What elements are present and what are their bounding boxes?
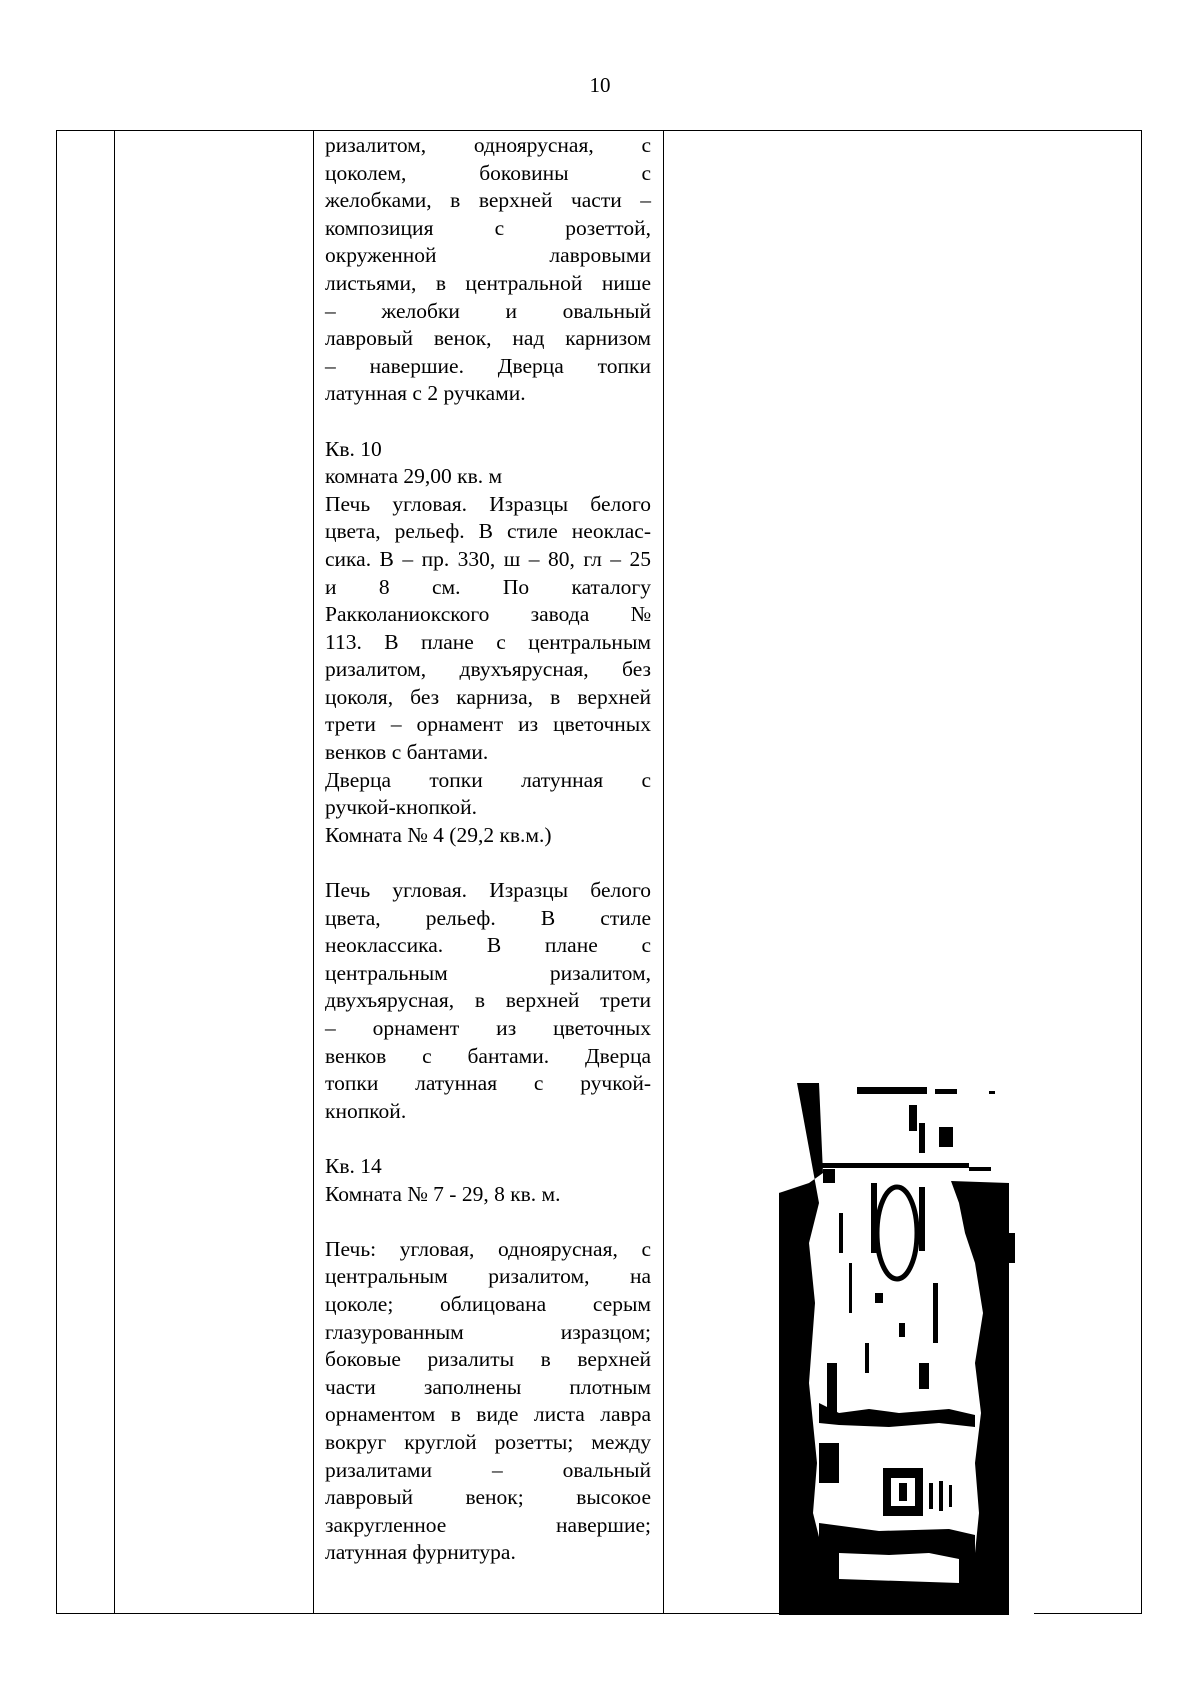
- table-row: [57, 131, 1142, 1614]
- number-cell: [57, 131, 115, 1614]
- text-line: трети – орнамент из цветочных: [325, 712, 651, 737]
- text-line: Печь: угловая, одноярусная, с: [325, 1236, 651, 1261]
- text-line: двухъярусная, в верхней трети: [325, 988, 651, 1013]
- text-line: лавровый венок; высокое: [325, 1485, 651, 1510]
- text-line: Печь угловая. Изразцы белого: [325, 878, 651, 903]
- photo-cell: [664, 131, 1142, 1614]
- text-line: ризалитами – овальный: [325, 1457, 651, 1482]
- text-line: закругленное навершие;: [325, 1512, 651, 1537]
- text-line: композиция с розеттой,: [325, 215, 651, 240]
- text-line: части заполнены плотным: [325, 1374, 651, 1399]
- text-line: центральным ризалитом,: [325, 960, 651, 985]
- text-line: сика. В – пр. 330, ш – 80, гл – 25: [325, 546, 651, 571]
- text-line: Ракколаниокского завода №: [325, 602, 651, 627]
- apartment-heading: Кв. 14: [325, 1153, 382, 1178]
- text-line: 113. В плане с центральным: [325, 629, 651, 654]
- text-line: цвета, рельеф. В стиле: [325, 905, 651, 930]
- text-line: цоколе; облицована серым: [325, 1291, 651, 1316]
- text-line: венков с бантами.: [325, 740, 489, 765]
- text-line: цоколем, боковины с: [325, 160, 651, 185]
- text-line: Печь угловая. Изразцы белого: [325, 491, 651, 516]
- text-line: орнаментом в виде листа лавра: [325, 1402, 651, 1427]
- apartment-heading: Кв. 10: [325, 436, 382, 461]
- text-line: желобками, в верхней части –: [325, 188, 651, 213]
- inventory-table: [56, 130, 1142, 1614]
- text-line: Дверца топки латунная с: [325, 767, 651, 792]
- text-line: цоколя, без карниза, в верхней: [325, 684, 651, 709]
- text-line: боковые ризалиты в верхней: [325, 1347, 651, 1372]
- text-line: ризалитом, двухъярусная, без: [325, 657, 651, 682]
- text-line: листьями, в центральной нише: [325, 270, 651, 295]
- text-line: цвета, рельеф. В стиле неоклас-: [325, 519, 651, 544]
- text-line: латунная с 2 ручками.: [325, 381, 526, 406]
- text-line: глазурованным изразцом;: [325, 1319, 651, 1344]
- room-heading: Комната № 7 - 29, 8 кв. м.: [325, 1181, 561, 1206]
- description-cell: [314, 131, 664, 1614]
- text-line: – навершие. Дверца топки: [325, 353, 651, 378]
- text-line: – желобки и овальный: [325, 298, 651, 323]
- text-line: центральным ризалитом, на: [325, 1264, 651, 1289]
- name-cell: [115, 131, 314, 1614]
- text-line: топки латунная с ручкой-: [325, 1071, 651, 1096]
- text-line: вокруг круглой розетты; между: [325, 1429, 651, 1454]
- text-line: – орнамент из цветочных: [325, 1016, 651, 1040]
- text-line: кнопкой.: [325, 1098, 407, 1123]
- room-heading: комната 29,00 кв. м: [325, 464, 503, 489]
- page-number: 10: [589, 73, 611, 97]
- stove-photo-icon: [779, 1083, 1034, 1615]
- text-line: венков с бантами. Дверца: [325, 1043, 651, 1068]
- text-line: и 8 см. По каталогу: [325, 574, 651, 599]
- text-line: окруженной лавровыми: [325, 243, 651, 268]
- text-line: латунная фурнитура.: [325, 1540, 516, 1565]
- text-line: ризалитом, одноярусная, с: [325, 133, 651, 157]
- room-heading: Комната № 4 (29,2 кв.м.): [325, 822, 552, 847]
- text-line: лавровый венок, над карнизом: [325, 326, 651, 351]
- text-line: неоклассика. В плане с: [325, 933, 651, 958]
- text-line: ручкой-кнопкой.: [325, 795, 477, 820]
- description-text: [314, 131, 663, 1567]
